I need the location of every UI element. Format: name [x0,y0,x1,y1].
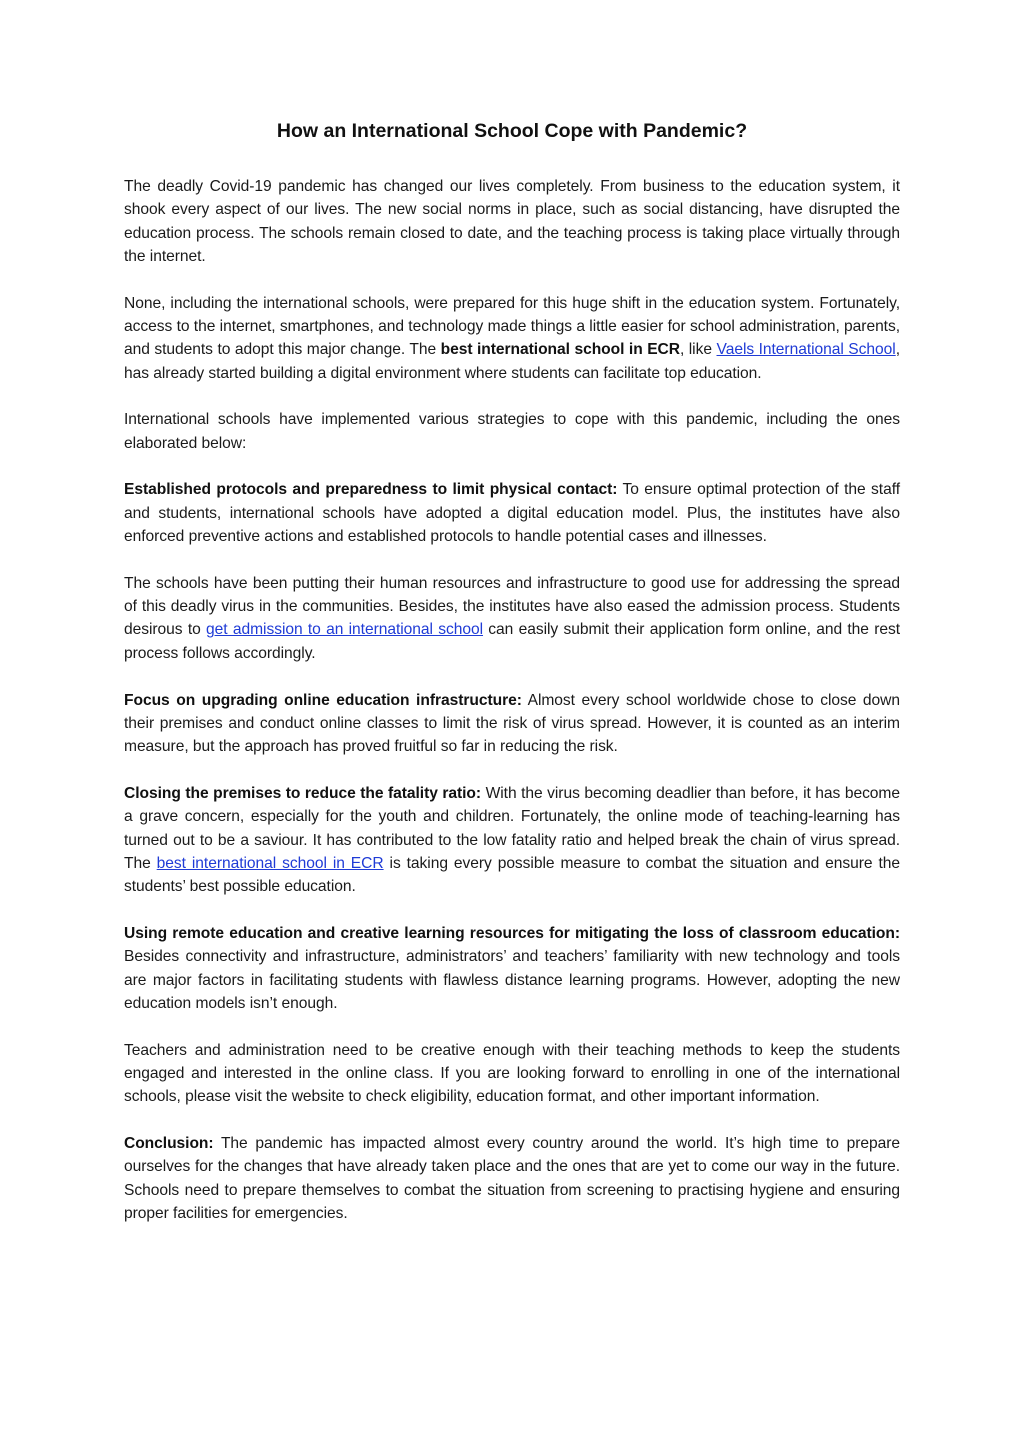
paragraph-text: None, including the international schools, were prepared for this huge shift in the education system. Fortunately, access to the internet, smartphones, and technology made things a little easier for school administration, parents, and students to adopt this major change. The [124,294,900,359]
paragraph-protocols [124,478,900,548]
paragraph-text: , has already started building a digital environment where students can facilitate top education. [124,341,900,382]
paragraph-unprepared [124,292,900,385]
paragraph-admission [124,572,900,665]
paragraph-text: Almost every school worldwide chose to close down their premises and conduct online classes to limit the risk of virus spread. However, it is counted as an interim measure, but the approach has proved fruitful so far in reducing the risk. [124,691,900,756]
paragraph-teachers [124,1039,900,1109]
paragraph-text: is taking every possible measure to combat the situation and ensure the students’ best possible education. [124,854,900,896]
document-title: How an International School Cope with Pandemic? [276,120,748,142]
paragraph-text: Teachers and administration need to be creative enough with their teaching methods to keep the students engaged and interested in the online class. If you are looking forward to enrolling in one of the international schools, please visit the website to check eligibility, education format, and other important information. [124,1041,900,1106]
section-heading: Conclusion: [124,1135,214,1152]
paragraph-strategies [124,408,900,455]
paragraph-closing-premises [124,782,900,898]
get-admission-link[interactable]: get admission to an international school [206,621,484,639]
paragraph-text: , like [679,341,717,359]
paragraph-remote-education [124,922,900,1015]
paragraph-text: The schools have been putting their human resources and infrastructure to good use for addressing the spread of this deadly virus in the communities. Besides, the institutes have also eased the admission process. Students desirous to [124,574,900,639]
paragraph-text: To ensure optimal protection of the staff and students, international schools have adopted a digital education model. Plus, the institutes have also enforced preventive actions and established protocols to handle potential cases and illnesses. [124,481,900,546]
paragraph-text: Besides connectivity and infrastructure, administrators’ and teachers’ familiarity with new technology and tools are major factors in facilitating students with flawless distance learning programs. However, adopting the new education models isn’t enough. [124,948,900,1012]
best-international-school-ecr-link[interactable]: best international school in ECR [156,854,384,872]
paragraph-online-infrastructure [124,689,900,759]
paragraph-text: With the virus becoming deadlier than before, it has become a grave concern, especially for the youth and children. Fortunately, the online mode of teaching-learning has turned out to be a saviour. It has contributed to the low fatality ratio and helped break the chain of virus spread. The [124,784,900,872]
vaels-international-school-link[interactable]: Vaels International School [716,341,896,359]
paragraph-text: The pandemic has impacted almost every country around the world. It’s high time to prepare ourselves for the changes that have already taken place and the ones that are yet to come our way in the future. Schools need to prepare themselves to combat the situation from screening to practising hygiene and ensuring proper facilities for emergencies. [124,1135,900,1222]
paragraph-text: can easily submit their application form online, and the rest process follows accordingly. [124,621,900,662]
document-page [124,118,900,1249]
section-heading: Established protocols and preparedness to limit physical contact: [124,481,618,499]
section-heading: Focus on upgrading online education infrastructure: [124,691,522,709]
paragraph-text: International schools have implemented various strategies to cope with this pandemic, including the ones elaborated below: [124,411,900,452]
bold-phrase: best international school in ECR [440,341,680,359]
section-heading: Closing the premises to reduce the fatality ratio: [124,784,482,802]
section-heading: Using remote education and creative learning resources for mitigating the loss of classroom education: [124,924,900,942]
paragraph-text: The deadly Covid-19 pandemic has changed our lives completely. From business to the education system, it shook every aspect of our lives. The new social norms in place, such as social distancing, have disrupted the education process. The schools remain closed to date, and the teaching process is taking place virtually through the internet. [124,178,900,265]
paragraph-conclusion [124,1132,900,1225]
paragraph-intro [124,175,900,268]
